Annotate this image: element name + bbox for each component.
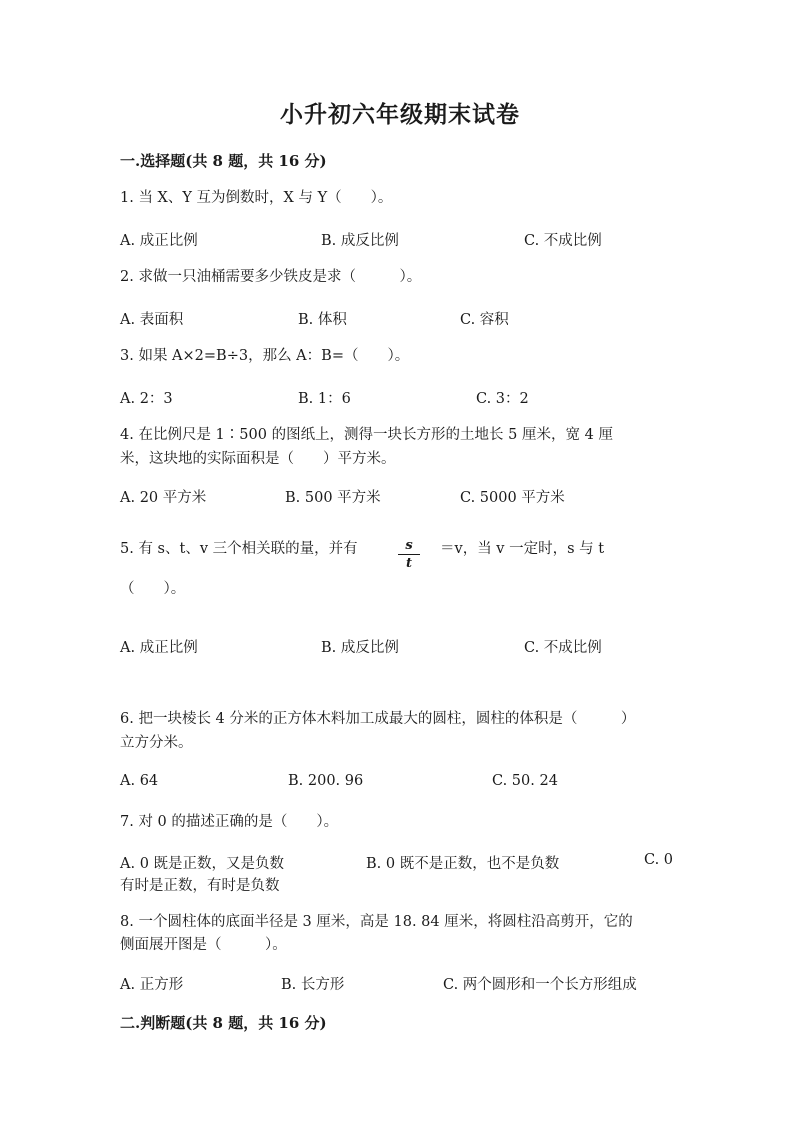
question-8-text-line-2: 侧面展开图是（ ）。	[120, 937, 287, 953]
page-title: 小升初六年级期末试卷	[280, 101, 520, 128]
question-4-option-c: C. 5000 平方米	[460, 490, 565, 506]
question-4-text-line-2: 米，这块地的实际面积是（ ）平方米。	[120, 451, 396, 467]
question-2-option-a: A. 表面积	[120, 312, 184, 328]
question-6-text-line-1: 6. 把一块棱长 4 分米的正方体木料加工成最大的圆柱，圆柱的体积是（ ）	[120, 711, 636, 727]
question-8-option-a: A. 正方形	[120, 977, 184, 993]
question-5-option-b: B. 成反比例	[321, 640, 399, 656]
question-3-option-a: A. 2：3	[120, 391, 173, 407]
question-4-text-line-1: 4. 在比例尺是 1∶500 的图纸上，测得一块长方形的土地长 5 厘米，宽 4 厘	[120, 427, 613, 443]
question-5-option-c: C. 不成比例	[524, 640, 602, 656]
question-1-option-a: A. 成正比例	[120, 233, 198, 249]
fraction-denominator: t	[405, 556, 412, 571]
question-7-text: 7. 对 0 的描述正确的是（ ）。	[120, 814, 339, 830]
question-5-text-line-2: （ ）。	[120, 581, 186, 597]
question-7-option-c-continued: 有时是正数，有时是负数	[120, 878, 280, 894]
question-1-text: 1. 当 X、Y 互为倒数时，X 与 Y（ ）。	[120, 190, 393, 206]
question-3-text: 3. 如果 A×2=B÷3，那么 A：B=（ ）。	[120, 348, 410, 364]
question-2-option-b: B. 体积	[298, 312, 347, 328]
question-8-text-line-1: 8. 一个圆柱体的底面半径是 3 厘米，高是 18. 84 厘米，将圆柱沿高剪开，它的	[120, 914, 633, 930]
question-5-text-part-2: ＝v，当 v 一定时，s 与 t	[440, 541, 605, 557]
question-2-text: 2. 求做一只油桶需要多少铁皮是求（ ）。	[120, 269, 422, 285]
question-6-text-line-2: 立方分米。	[120, 735, 193, 751]
question-3-option-b: B. 1：6	[298, 391, 351, 407]
question-5-option-a: A. 成正比例	[120, 640, 198, 656]
question-6-option-c: C. 50. 24	[492, 773, 558, 789]
question-6-option-b: B. 200. 96	[288, 773, 364, 789]
question-4-option-a: A. 20 平方米	[120, 490, 207, 506]
question-3-option-c: C. 3：2	[476, 391, 529, 407]
question-6-option-a: A. 64	[120, 773, 159, 789]
section-heading-judgement: 二.判断题(共 8 题，共 16 分)	[120, 1014, 327, 1032]
question-5-text-part-1: 5. 有 s、t、v 三个相关联的量，并有	[120, 541, 358, 557]
fraction-s-over-t	[398, 538, 420, 571]
question-1-option-b: B. 成反比例	[321, 233, 399, 249]
question-7-option-c: C. 0	[644, 852, 674, 868]
question-7-option-b: B. 0 既不是正数，也不是负数	[366, 856, 560, 872]
question-1-option-c: C. 不成比例	[524, 233, 602, 249]
question-2-option-c: C. 容积	[460, 312, 509, 328]
section-heading-choice: 一.选择题(共 8 题，共 16 分)	[120, 152, 327, 170]
question-8-option-b: B. 长方形	[281, 977, 345, 993]
question-8-option-c: C. 两个圆形和一个长方形组成	[443, 977, 637, 993]
fraction-numerator: s	[398, 538, 420, 555]
question-7-option-a: A. 0 既是正数，又是负数	[120, 856, 285, 872]
question-4-option-b: B. 500 平方米	[285, 490, 381, 506]
